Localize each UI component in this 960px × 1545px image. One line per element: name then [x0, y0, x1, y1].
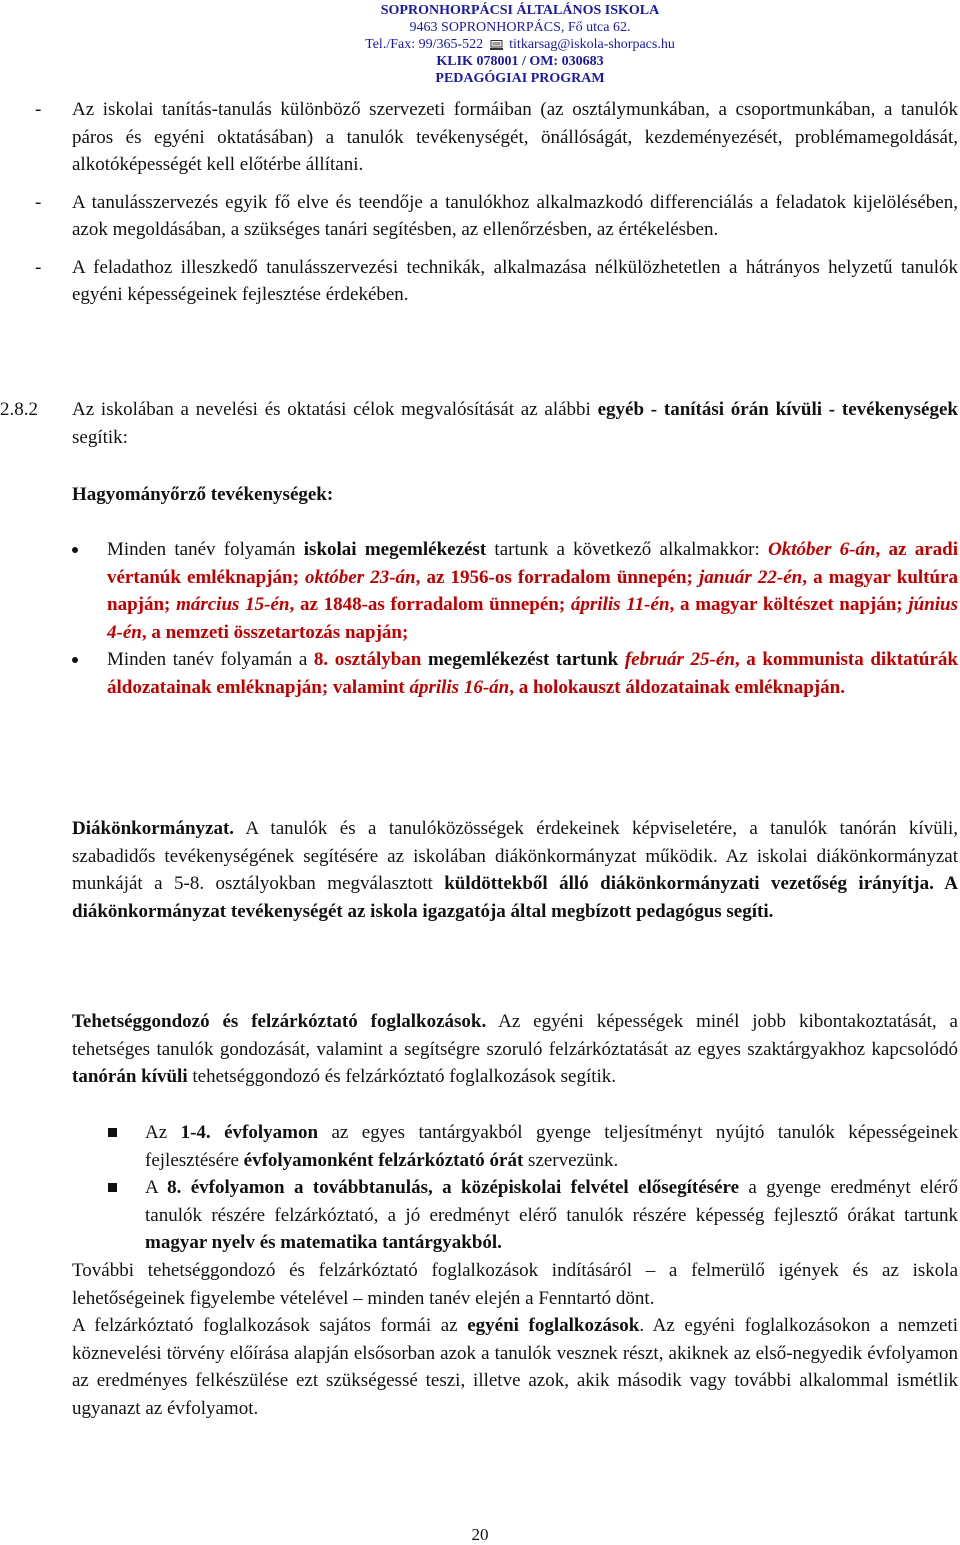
traditions-list: [72, 536, 958, 701]
section-title: Diákönkormányzat.: [72, 818, 235, 839]
square-bullet-icon: [108, 1128, 117, 1137]
phone-fax: Tel./Fax: 99/365-522: [365, 37, 484, 52]
talent-list: [72, 1119, 958, 1257]
bullet-icon: [72, 547, 78, 553]
talent-section: Tehetséggondozó és felzárkóztató foglalkozások. Az egyéni képességek minél jobb kibontakoztatását, a tehetséges tanulók gondozását, valamint a segítségre szoruló felzárkóztatását az egyes szaktárgyakhoz kapcsolódó tanórán kívüli tehetséggondozó és felzárkóztató foglalkozások segítik.: [72, 1011, 958, 1087]
intro-list: [35, 96, 958, 309]
section-2-8-2: [0, 396, 958, 451]
intro-item: - Az iskolai tanítás-tanulás különböző szervezeti formáiban (az osztálymunkában, a csoportmunkában, a tanulók páros és egyéni oktatásában) a tanulók tevékenységét, önállóságát, kezdeményezését, problémamegoldását, alkotóképességét kell előtérbe állítani.: [35, 99, 958, 175]
list-item: Minden tanév folyamán a 8. osztályban megemlékezést tartunk február 25-én, a kommunista diktatúrák áldozatainak emléknapján; valamint április 16-án, a holokauszt áldozatainak emléknapján.: [72, 646, 958, 701]
school-address: 9463 SOPRONHORPÁCS, Fő utca 62.: [409, 20, 631, 35]
section-title: Tehetséggondozó és felzárkóztató foglalkozások.: [72, 1011, 487, 1032]
section-paragraph: 2.8.2 Az iskolában a nevelési és oktatási célok megvalósítását az alábbi egyéb - tanítási órán kívüli - tevékenységek segítik:: [72, 396, 958, 451]
contact-line: [250, 36, 790, 53]
bullet-icon: [72, 657, 78, 663]
section-number: 2.8.2: [0, 399, 38, 420]
page-header: [250, 2, 790, 87]
paragraph: További tehetséggondozó és felzárkóztató foglalkozások indításáról – a felmerülő igények és az iskola lehetőségeinek figyelembe vételével – minden tanév elején a Fenntartó dönt.: [72, 1260, 958, 1309]
email: titkarsag@iskola-shorpacs.hu: [509, 37, 675, 52]
student-government: Diákönkormányzat. A tanulók és a tanulóközösségek érdekeinek képviseletére, a tanulók tanórán kívüli, szabadidős tevékenységének segítésére az iskolában diákönkormányzat működik. Az iskolai diákönkormányzat munkáját a 5-8. osztályokban megválasztott küldöttekből álló diákönkormányzati vezetőség irányítja. A diákönkormányzat tevékenységét az iskola igazgatója által megbízott pedagógus segíti.: [72, 818, 958, 922]
talent-paragraphs: [72, 1257, 958, 1422]
paragraph: A felzárkóztató foglalkozások sajátos formái az egyéni foglalkozások. Az egyéni foglalkozásokon a nemzeti köznevelési törvény előírása alapján elsősorban azok a tanulók vesznek részt, akiknek az első-negyedik évfolyamon az eredményes felkészülése ezt szükségessé teszi, illetve azok, akik második vagy további alkalommal ismétlik ugyanazt az évfolyamot.: [72, 1315, 958, 1419]
list-item: Minden tanév folyamán iskolai megemlékezést tartunk a következő alkalmakkor: Október 6-án, az aradi vértanúk emléknapján; október 23-án, az 1956-os forradalom ünnepén; január 22-én, a magyar kultúra napján; március 15-én, az 1848-as forradalom ünnepén; április 11-én, a magyar költészet napján; június 4-én, a nemzeti összetartozás napján;: [72, 536, 958, 646]
program-name: PEDAGÓGIAI PROGRAM: [435, 71, 605, 86]
list-item: Az 1-4. évfolyamon az egyes tantárgyakból gyenge teljesítményt nyújtó tanulók képességeinek fejlesztésére évfolyamonként felzárkóztató órát szervezünk.: [72, 1119, 958, 1174]
traditions-heading: Hagyományőrző tevékenységek:: [72, 484, 334, 505]
intro-item: - A feladathoz illeszkedő tanulásszervezési technikák, alkalmazása nélkülözhetetlen a hátrányos helyzetű tanulók egyéni képességeinek fejlesztése érdekében.: [35, 256, 958, 305]
school-name: SOPRONHORPÁCSI ÁLTALÁNOS ISKOLA: [380, 3, 660, 18]
list-item: A 8. évfolyamon a továbbtanulás, a középiskolai felvétel elősegítésére a gyenge eredményt elérő tanulók részére felzárkóztató, a jó eredményt elérő tanulók részére képesség fejlesztő órákat tartunk magyar nyelv és matematika tantárgyakból.: [72, 1174, 958, 1257]
computer-icon: [490, 40, 503, 50]
square-bullet-icon: [108, 1183, 117, 1192]
klik-om: KLIK 078001 / OM: 030683: [436, 54, 604, 69]
page-number: 20: [471, 1525, 489, 1544]
intro-item: - A tanulásszervezés egyik fő elve és teendője a tanulókhoz alkalmazkodó differenciálás a feladatok kijelölésében, azok megoldásában, a szükséges tanári segítésben, az ellenőrzésben, az értékelésben.: [35, 191, 958, 240]
